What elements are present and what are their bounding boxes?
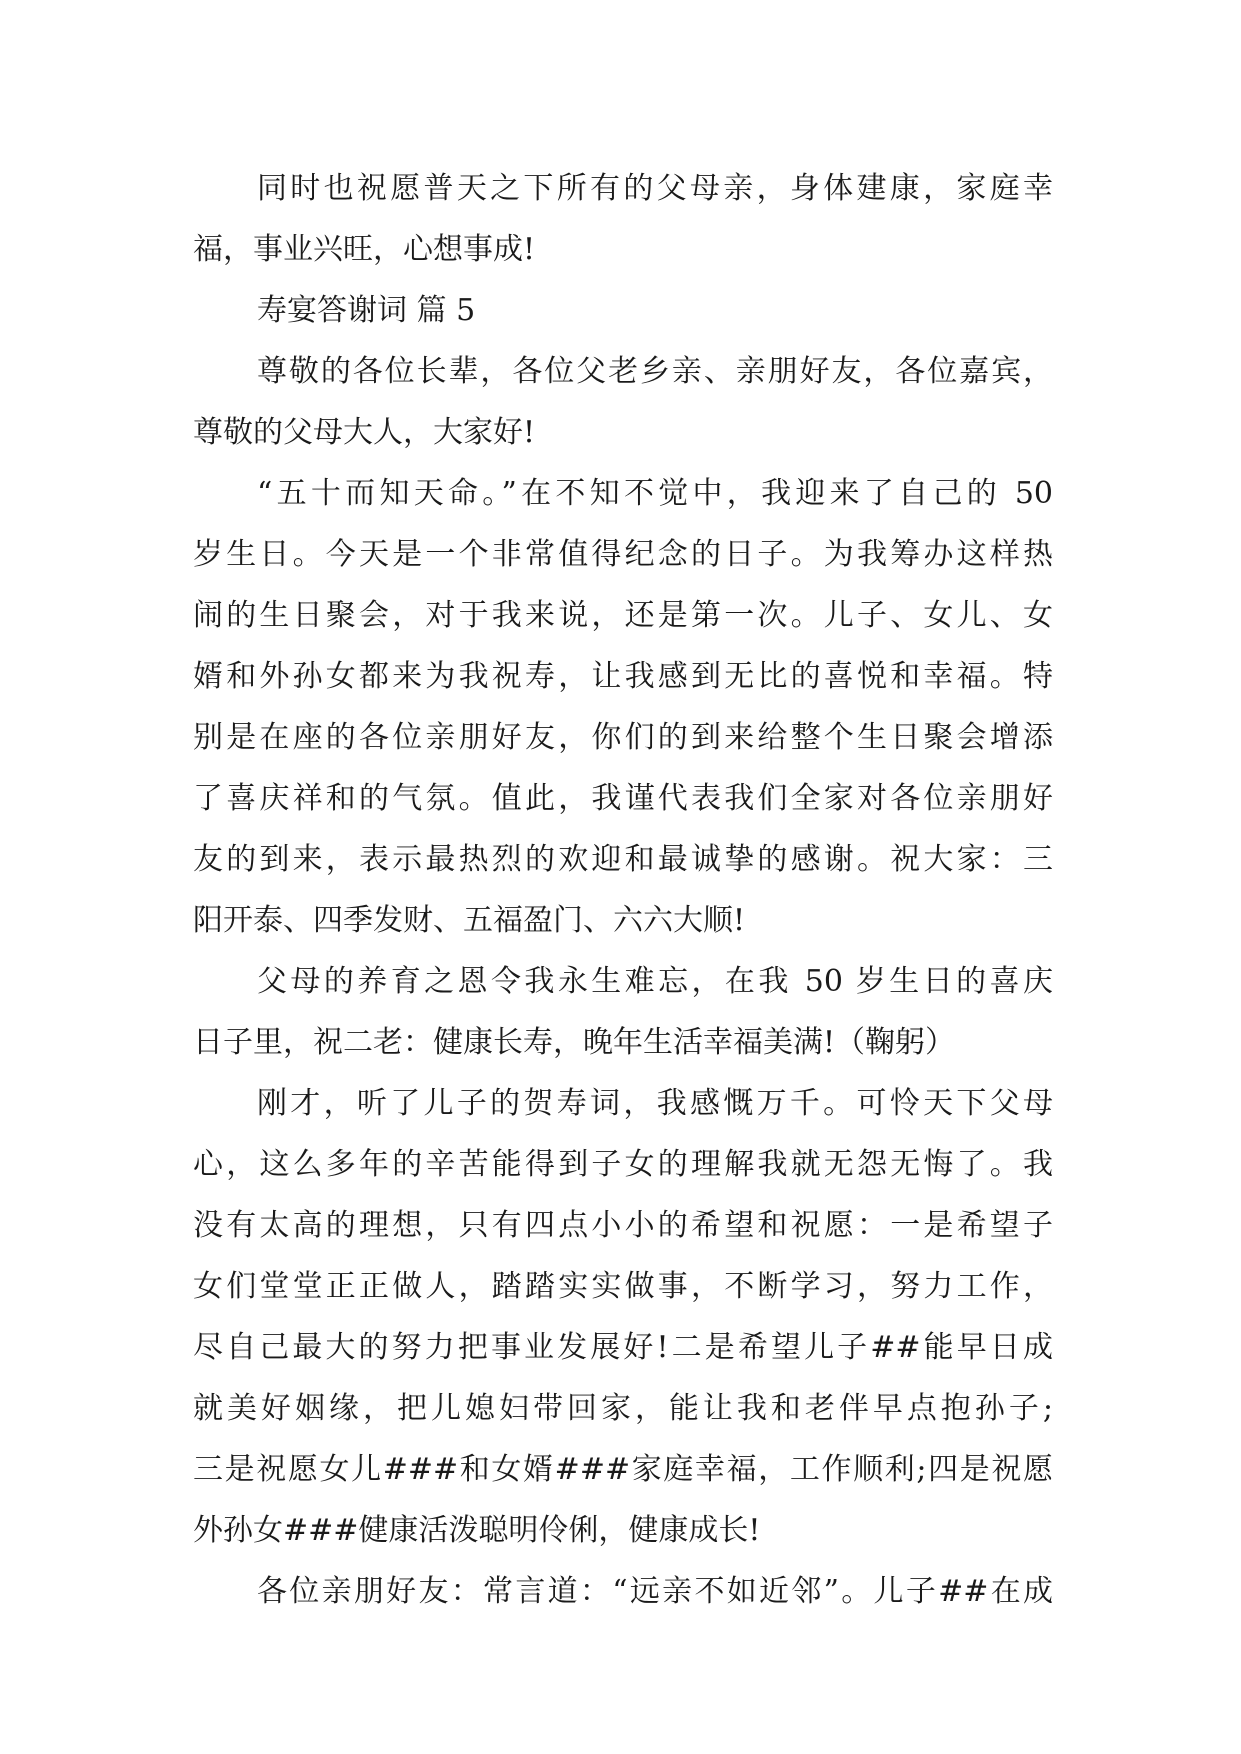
text-line: 闹的生日聚会，对于我来说，还是第一次。儿子、女儿、女 xyxy=(193,598,1053,633)
text-line: 三是祝愿女儿###和女婿###家庭幸福，工作顺利;四是祝愿 xyxy=(193,1452,1053,1487)
text-line: 父母的养育之恩令我永生难忘，在我 50 岁生日的喜庆 xyxy=(257,964,1053,999)
text-line: 各位亲朋好友：常言道：“远亲不如近邻”。儿子##在成 xyxy=(257,1574,1053,1609)
document-body xyxy=(193,158,1053,1622)
text-line: 刚才，听了儿子的贺寿词，我感慨万千。可怜天下父母 xyxy=(257,1086,1053,1121)
text-line: 外孙女###健康活泼聪明伶俐，健康成长! xyxy=(193,1513,761,1548)
text-line: 日子里，祝二老：健康长寿，晚年生活幸福美满!（鞠躬） xyxy=(193,1025,956,1060)
text-line: 女们堂堂正正做人，踏踏实实做事，不断学习，努力工作， xyxy=(193,1269,1053,1304)
text-line: 就美好姻缘，把儿媳妇带回家，能让我和老伴早点抱孙子; xyxy=(193,1391,1053,1426)
text-line: 心，这么多年的辛苦能得到子女的理解我就无怨无悔了。我 xyxy=(193,1147,1053,1182)
text-line: 阳开泰、四季发财、五福盈门、六六大顺! xyxy=(193,903,746,938)
text-line: “五十而知天命。”在不知不觉中，我迎来了自己的 50 xyxy=(257,476,1053,511)
text-line: 没有太高的理想，只有四点小小的希望和祝愿：一是希望子 xyxy=(193,1208,1053,1243)
text-line: 福，事业兴旺，心想事成! xyxy=(193,232,536,267)
text-line: 婿和外孙女都来为我祝寿，让我感到无比的喜悦和幸福。特 xyxy=(193,659,1053,694)
text-line: 岁生日。今天是一个非常值得纪念的日子。为我筹办这样热 xyxy=(193,537,1053,572)
text-line: 同时也祝愿普天之下所有的父母亲，身体建康，家庭幸 xyxy=(257,171,1053,206)
text-line: 寿宴答谢词 篇 5 xyxy=(257,293,476,328)
text-line: 友的到来，表示最热烈的欢迎和最诚挚的感谢。祝大家：三 xyxy=(193,842,1053,877)
text-line: 尊敬的父母大人，大家好! xyxy=(193,415,536,450)
text-line: 尽自己最大的努力把事业发展好!二是希望儿子##能早日成 xyxy=(193,1330,1053,1365)
text-line: 尊敬的各位长辈，各位父老乡亲、亲朋好友，各位嘉宾， xyxy=(257,354,1053,389)
text-line: 别是在座的各位亲朋好友，你们的到来给整个生日聚会增添 xyxy=(193,720,1053,755)
text-line: 了喜庆祥和的气氛。值此，我谨代表我们全家对各位亲朋好 xyxy=(193,781,1053,816)
